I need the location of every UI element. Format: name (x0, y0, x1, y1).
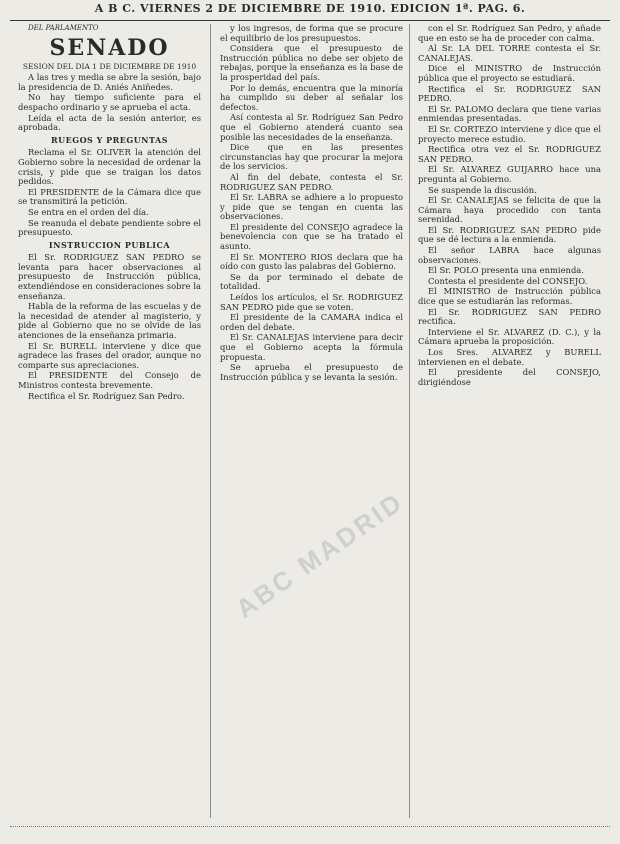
paragraph: Al fin del debate, contesta el Sr. RODRIGUEZ SAN PEDRO. (220, 171, 403, 192)
paragraph: Contesta el presidente del CONSEJO. (428, 275, 588, 286)
column-divider (409, 24, 410, 818)
paragraph: Considera que el presupuesto de Instrucción pública no debe ser objeto de rebajas, porque la enseñanza es la base de la prosperidad del país. (220, 43, 403, 82)
column-divider (210, 24, 211, 818)
column-1 (18, 24, 201, 820)
paragraph: El PRESIDENTE de la Cámara dice que se transmitirá la petición. (18, 186, 201, 207)
paragraph: El PRESIDENTE del Consejo de Ministros contesta brevemente. (18, 370, 201, 390)
paragraph: El presidente de la CAMARA indica el orden del debate. (220, 312, 403, 332)
paragraph: No hay tiempo suficiente para el despacho ordinario y se aprueba el acta. (18, 92, 201, 112)
paragraph: El Sr. RODRIGUEZ SAN PEDRO rectifica. (418, 306, 601, 327)
paragraph: El Sr. RODRIGUEZ SAN PEDRO se levanta para hacer observaciones al presupuesto de Instrucción pública, extendiéndose en consideraciones sobre la enseñanza. (18, 252, 201, 301)
paragraph: Rectifica el Sr. RODRIGUEZ SAN PEDRO. (418, 83, 601, 104)
section-kicker: DEL PARLAMENTO (28, 24, 99, 32)
paragraph: A las tres y media se abre la sesión, bajo la presidencia de D. Aniés Aniñedes. (18, 72, 201, 92)
header-rule (10, 20, 610, 21)
column-3 (418, 24, 601, 820)
paragraph: Los Sres. ALVAREZ y BURELL intervienen en el debate. (418, 347, 601, 367)
paragraph: El Sr. POLO presenta una enmienda. (428, 265, 584, 276)
paragraph: Dice que en las presentes circunstancias hay que procurar la mejora de los servicios. (220, 142, 403, 172)
subheading: RUEGOS Y PREGUNTAS (51, 134, 168, 145)
paragraph: El señor LABRA hace algunas observaciones. (418, 245, 601, 265)
paragraph: El Sr. BURELL interviene y dice que agradece las frases del orador, aunque no comparte sus apreciaciones. (18, 340, 201, 370)
section-heading: SENADO (49, 34, 170, 61)
paragraph: Así contesta al Sr. Rodríguez San Pedro que el Gobierno atenderá cuanto sea posible las necesidades de la enseñanza. (220, 112, 403, 142)
paragraph: El Sr. LABRA se adhiere a lo propuesto y pide que se tengan en cuenta las observaciones. (220, 192, 403, 222)
paragraph: Rectifica el Sr. Rodríguez San Pedro. (28, 390, 185, 401)
paragraph: Se aprueba el presupuesto de Instrucción pública y se levanta la sesión. (220, 362, 403, 382)
paragraph: Leídos los artículos, el Sr. RODRIGUEZ SAN PEDRO pide que se voten. (220, 292, 403, 312)
paragraph: Se reanuda el debate pendiente sobre el presupuesto. (18, 217, 201, 238)
paragraph: Se suspende la discusión. (428, 184, 537, 195)
paragraph: El Sr. CANALEJAS se felicita de que la Cámara haya procedido con tanta serenidad. (418, 195, 601, 225)
paragraph: Leída el acta de la sesión anterior, es aprobada. (18, 112, 201, 133)
paragraph: Dice el MINISTRO de Instrucción pública que el proyecto se estudiará. (418, 63, 601, 83)
paragraph: Rectifica otra vez el Sr. RODRIGUEZ SAN PEDRO. (418, 144, 601, 164)
paragraph: El Sr. MONTERO RIOS declara que ha oído con gusto las palabras del Gobierno. (220, 251, 403, 272)
paragraph: Reclama el Sr. OLIVER la atención del Gobierno sobre la necesidad de ordenar la crisis, y pide que se traigan los datos pedidos. (18, 147, 201, 187)
column-2 (220, 24, 403, 820)
watermark-stamp: ABC MADRID (230, 486, 410, 625)
subheading: INSTRUCCION PUBLICA (48, 239, 171, 250)
paragraph: El Sr. RODRIGUEZ SAN PEDRO pide que se dé lectura a la enmienda. (418, 224, 601, 245)
paragraph: El Sr. ALVAREZ GUIJARRO hace una pregunta al Gobierno. (418, 164, 601, 184)
paragraph: El MINISTRO de Instrucción pública dice que se estudiarán las reformas. (418, 286, 601, 307)
paragraph: El presidente del CONSEJO agradece la benevolencia con que se ha tratado el asunto. (220, 221, 403, 252)
paragraph: con el Sr. Rodríguez San Pedro, y añade que en esto se ha de proceder con calma. (418, 24, 601, 43)
paragraph: El Sr. CORTEZO interviene y dice que el proyecto merece estudio. (418, 123, 601, 144)
paragraph: Habla de la reforma de las escuelas y de la necesidad de atender al magisterio, y pide al Gobierno que no se olvide de las atenciones de la enseñanza primaria. (18, 301, 201, 341)
session-line: SESION DEL DIA 1 DE DICIEMBRE DE 1910 (22, 61, 197, 71)
paragraph: Interviene el Sr. ALVAREZ (D. C.), y la Cámara aprueba la proposición. (418, 326, 601, 347)
paragraph: y los ingresos, de forma que se procure el equilibrio de los presupuestos. (220, 24, 403, 43)
paragraph: Se entra en el orden del día. (28, 206, 149, 217)
footer-rule (10, 826, 610, 827)
paragraph: Al Sr. LA DEL TORRE contesta el Sr. CANALEJAS. (418, 43, 601, 63)
paragraph: Por lo demás, encuentra que la minoría ha cumplido su deber al señalar los defectos. (220, 82, 403, 112)
paragraph: El Sr. PALOMO declara que tiene varias enmiendas presentadas. (418, 103, 601, 124)
paragraph: El presidente del CONSEJO, dirigiéndose (418, 367, 601, 387)
paragraph: Se da por terminado el debate de totalidad. (220, 271, 403, 292)
page-header: A B C. VIERNES 2 DE DICIEMBRE DE 1910. EDICION 1ª. PAG. 6. (94, 2, 526, 15)
paragraph: El Sr. CANALEJAS interviene para decir que el Gobierno acepta la fórmula propuesta. (220, 332, 403, 362)
